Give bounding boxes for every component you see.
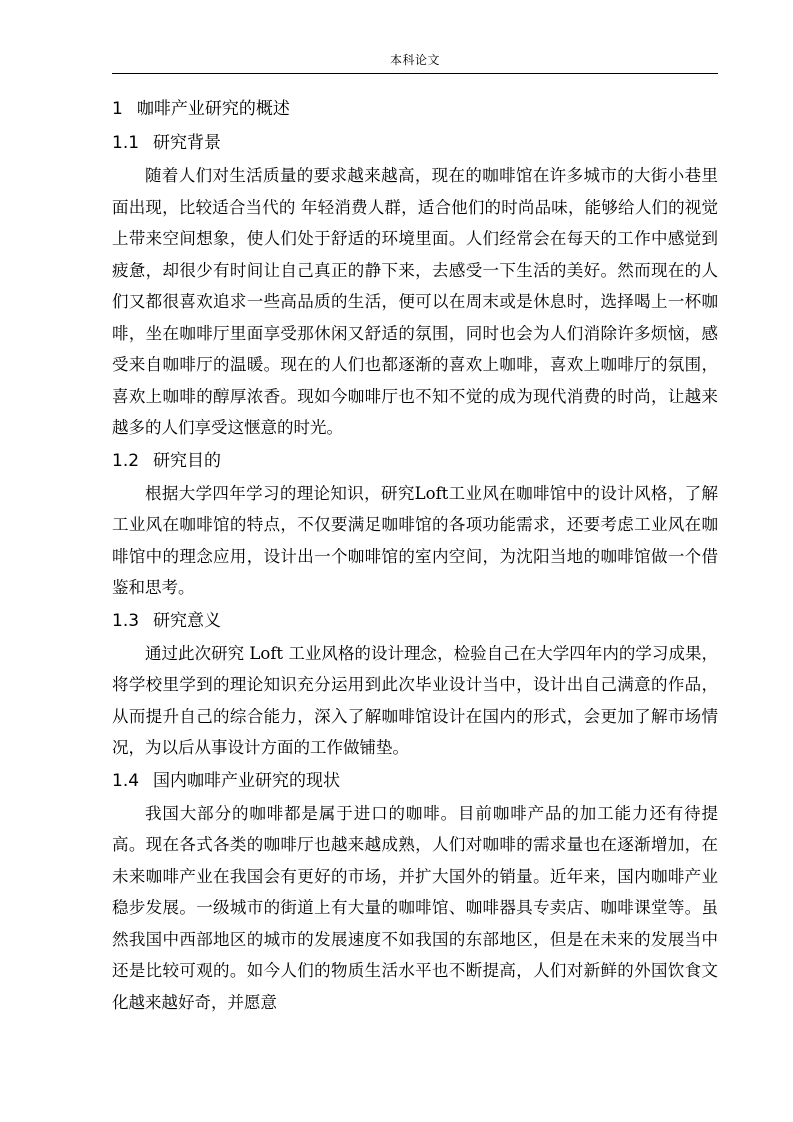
section-heading	[112, 444, 718, 478]
section-1-2	[112, 444, 718, 604]
running-header: 本科论文	[389, 53, 440, 67]
section-number: 1.2	[112, 450, 140, 471]
chapter-title: 咖啡产业研究的概述	[136, 99, 290, 119]
section-heading	[112, 764, 718, 798]
section-title: 研究背景	[153, 133, 222, 153]
section-title: 研究目的	[153, 450, 222, 471]
section-number: 1.4	[112, 770, 140, 791]
document-body	[112, 90, 718, 1018]
section-paragraph: 随着人们对生活质量的要求越来越高，现在的咖啡馆在许多城市的大街小巷里面出现，比较适合当代的 年轻消费人群，适合他们的时尚品味，能够给人们的视觉上带来空间想象，使人们处于舒适的环境里面。人们经常会在每天的工作中感觉到疲惫，却很少有时间让自己真正的静下来，去感受一下生活的美好。然而现在的人们又都很喜欢追求一些高品质的生活，便可以在周末或是休息时，选择喝上一杯咖啡，坐在咖啡厅里面享受那休闲又舒适的氛围，同时也会为人们消除许多烦恼，感受来自咖啡厅的温暖。现在的人们也都逐渐的喜欢上咖啡，喜欢上咖啡厅的氛围，喜欢上咖啡的醇厚浓香。现如今咖啡厅也不知不觉的成为现代消费的时尚，让越来越多的人们享受这惬意的时光。	[112, 166, 718, 437]
section-1-3	[112, 604, 718, 764]
section-paragraph: 通过此次研究 Loft 工业风格的设计理念，检验自己在大学四年内的学习成果，将学校里学到的理论知识充分运用到此次毕业设计当中，设计出自己满意的作品，从而提升自己的综合能力，深入了解咖啡馆设计在国内的形式，会更加了解市场情况，为以后从事设计方面的工作做铺垫。	[112, 643, 718, 757]
section-1-4	[112, 764, 718, 1019]
chapter-heading	[112, 92, 718, 126]
chapter-number: 1	[112, 99, 123, 119]
section-1-1	[112, 126, 718, 444]
section-number: 1.1	[112, 133, 140, 153]
section-heading	[112, 604, 718, 638]
section-title: 研究意义	[153, 610, 222, 631]
header-rule	[112, 73, 718, 74]
section-heading	[112, 126, 718, 160]
section-title: 国内咖啡产业研究的现状	[153, 770, 341, 791]
section-paragraph: 根据大学四年学习的理论知识，研究Loft工业风在咖啡馆中的设计风格，了解工业风在咖啡馆的特点，不仅要满足咖啡馆的各项功能需求，还要考虑工业风在咖啡馆中的理念应用，设计出一个咖啡馆的室内空间，为沈阳当地的咖啡馆做一个借鉴和思考。	[112, 483, 718, 597]
section-number: 1.3	[112, 610, 140, 631]
section-paragraph: 我国大部分的咖啡都是属于进口的咖啡。目前咖啡产品的加工能力还有待提高。现在各式各类的咖啡厅也越来越成熟，人们对咖啡的需求量也在逐渐增加，在未来咖啡产业在我国会有更好的市场，并扩大国外的销量。近年来，国内咖啡产业稳步发展。一级城市的街道上有大量的咖啡馆、咖啡器具专卖店、咖啡课堂等。虽然我国中西部地区的城市的发展速度不如我国的东部地区，但是在未来的发展当中还是比较可观的。如今人们的物质生活水平也不断提高，人们对新鲜的外国饮食文化越来越好奇，并愿意	[112, 803, 718, 1012]
